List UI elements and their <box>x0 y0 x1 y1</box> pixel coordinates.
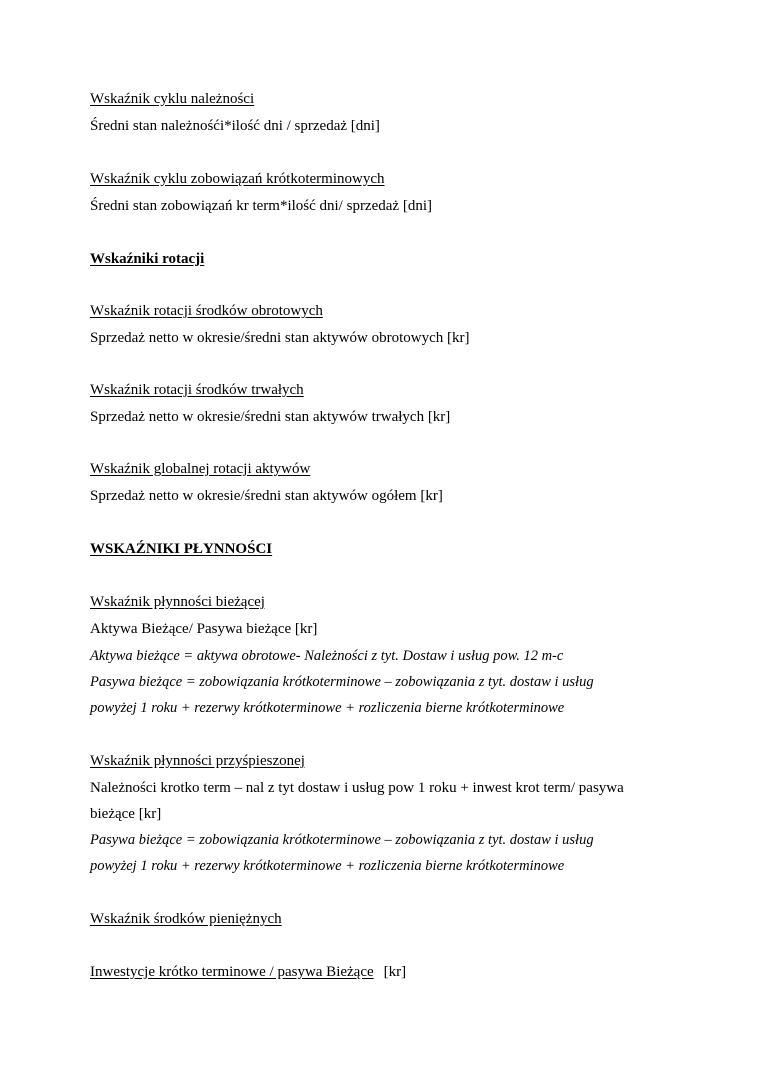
formula-rotacja-trwalych: Sprzedaż netto w okresie/średni stan aktywów trwałych [kr] <box>90 409 451 425</box>
note-pasywa-biezace-2: Pasywa bieżące = zobowiązania krótkoterminowe – zobowiązania z tyt. dostaw i usług <box>90 832 594 848</box>
note-aktywa-biezace: Aktywa bieżące = aktywa obrotowe- Należności z tyt. Dostaw i usług pow. 12 m-c <box>90 648 564 664</box>
heading-rotacja-globalna: Wskaźnik globalnej rotacji aktywów <box>90 461 311 477</box>
unit-srodki-pieniezne: [kr] <box>383 964 407 980</box>
formula-cykl-zobowiazan: Średni stan zobowiązań kr term*ilość dni/ sprzedaż [dni] <box>90 198 432 214</box>
formula-cykl-naleznosci: Średni stan należnośći*ilość dni / sprzedaż [dni] <box>90 118 380 134</box>
heading-srodki-pieniezne: Wskaźnik środków pieniężnych <box>90 911 282 927</box>
heading-plynnosc-biezaca: Wskaźnik płynności bieżącej <box>90 594 265 610</box>
heading-cykl-naleznosci: Wskaźnik cyklu należności <box>90 91 255 107</box>
formula-rotacja-globalna: Sprzedaż netto w okresie/średni stan aktywów ogółem [kr] <box>90 488 443 504</box>
heading-cykl-zobowiazan: Wskaźnik cyklu zobowiązań krótkoterminowych <box>90 171 385 187</box>
formula-plynnosc-przyspieszona-cont: bieżące [kr] <box>90 806 162 822</box>
note-pasywa-biezace-cont: powyżej 1 roku + rezerwy krótkoterminowe + rozliczenia bierne krótkoterminowe <box>90 700 565 716</box>
note-pasywa-biezace: Pasywa bieżące = zobowiązania krótkoterminowe – zobowiązania z tyt. dostaw i usług <box>90 674 594 690</box>
heading-rotacja-obrotowych: Wskaźnik rotacji środków obrotowych <box>90 303 323 319</box>
section-title-rotacja: Wskaźniki rotacji <box>90 251 205 267</box>
section-title-plynnosc: WSKAŹNIKI PŁYNNOŚCI <box>90 541 273 557</box>
heading-plynnosc-przyspieszona: Wskaźnik płynności przyśpieszonej <box>90 753 305 769</box>
formula-rotacja-obrotowych: Sprzedaż netto w okresie/średni stan aktywów obrotowych [kr] <box>90 330 470 346</box>
formula-plynnosc-biezaca: Aktywa Bieżące/ Pasywa bieżące [kr] <box>90 621 318 637</box>
formula-srodki-pieniezne-row <box>90 963 406 981</box>
formula-srodki-pieniezne: Inwestycje krótko terminowe / pasywa Bieżące <box>90 964 374 980</box>
formula-plynnosc-przyspieszona: Należności krotko term – nal z tyt dostaw i usług pow 1 roku + inwest krot term/ pasywa <box>90 780 624 796</box>
heading-rotacja-trwalych: Wskaźnik rotacji środków trwałych <box>90 382 304 398</box>
note-pasywa-biezace-2-cont: powyżej 1 roku + rezerwy krótkoterminowe + rozliczenia bierne krótkoterminowe <box>90 858 565 874</box>
